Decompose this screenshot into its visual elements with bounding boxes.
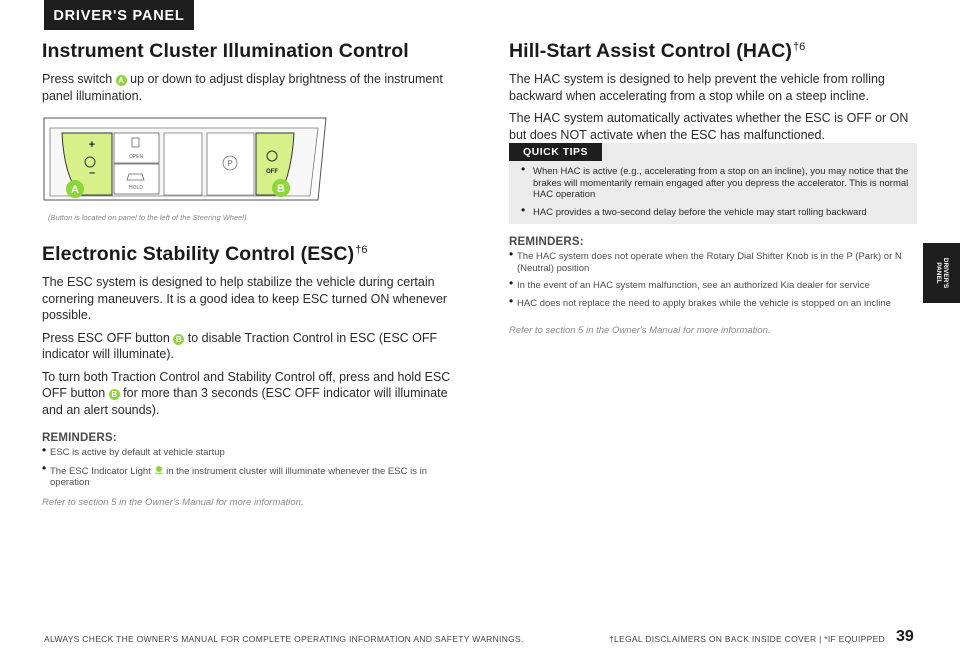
section-tag: DRIVER'S PANEL xyxy=(44,0,194,30)
badge-a: A xyxy=(116,75,127,86)
hac-reminders xyxy=(509,236,917,336)
svg-text:A: A xyxy=(71,184,79,196)
esc-p2: Press ESC OFF button B to disable Traction Control in ESC (ESC OFF indicator will illuminate). xyxy=(42,330,438,361)
footer-disclaimer: †LEGAL DISCLAIMERS ON BACK INSIDE COVER | *IF EQUIPPED xyxy=(609,634,885,644)
reminder-item: • HAC does not replace the need to apply brakes while the vehicle is stopped on an incline xyxy=(509,298,917,310)
esc-title: Electronic Stability Control (ESC)$^{\dagger 6}$ xyxy=(42,243,368,265)
open-label: OPEN xyxy=(128,154,144,160)
right-column xyxy=(509,40,917,336)
reminder-item: • The ESC Indicator Light in the instrument cluster will illuminate whenever the ESC is in operation xyxy=(42,465,462,489)
quick-tips-box xyxy=(509,143,917,224)
reminder-item: • ESC is active by default at vehicle startup xyxy=(42,447,462,459)
page-number: 39 xyxy=(896,628,914,645)
panel-caption: (Button is located on panel to the left of the Steering Wheel) xyxy=(48,213,247,222)
reminders-title: REMINDERS: xyxy=(42,432,117,444)
esc-p3: To turn both Traction Control and Stability Control off, press and hold ESC OFF button B for more than 3 seconds (ESC OFF indicator will illuminate and an alert sounds). xyxy=(42,369,451,417)
badge-b: B xyxy=(173,334,184,345)
hac-p2: The HAC system automatically activates whether the ESC is OFF or ON but does NOT activate when the ESC has malfunctioned. xyxy=(509,111,909,142)
side-tab-label: DRIVER'S PANEL xyxy=(934,257,949,289)
badge-b: B xyxy=(109,389,120,400)
quick-tip-item: • When HAC is active (e.g., accelerating from a stop on an incline), you may notice that the brakes will momentarily remain engaged after you depress the accelerator. This is normal HAC operation xyxy=(521,166,909,201)
hold-label: HOLD xyxy=(129,185,143,191)
off-label: OFF xyxy=(266,169,278,175)
reminder-item: • The HAC system does not operate when the Rotary Dial Shifter Knob is in the P (Park) or N (Neutral) position xyxy=(509,251,917,274)
side-tab[interactable] xyxy=(923,243,960,303)
esc-indicator-icon xyxy=(154,465,164,475)
left-column xyxy=(42,40,462,508)
park-label: P xyxy=(227,159,233,168)
esc-reminders xyxy=(42,432,462,508)
cluster-illumination-title: Instrument Cluster Illumination Control xyxy=(42,40,409,62)
esc-refer: Refer to section 5 in the Owner's Manual for more information. xyxy=(42,496,304,508)
svg-text:B: B xyxy=(277,183,285,195)
cluster-illumination-intro: Press switch A up or down to adjust display brightness of the instrument panel illumination. xyxy=(42,72,443,103)
switch-panel-image xyxy=(42,116,332,203)
quick-tip-item: • HAC provides a two-second delay before the vehicle may start rolling backward xyxy=(521,207,909,219)
hac-p1: The HAC system is designed to help prevent the vehicle from rolling backward when accelerating from a stop while on a steep incline. xyxy=(509,72,885,103)
panel-illustration xyxy=(42,112,462,222)
footer-warning: ALWAYS CHECK THE OWNER'S MANUAL FOR COMPLETE OPERATING INFORMATION AND SAFETY WARNINGS. xyxy=(44,634,524,644)
svg-text:+: + xyxy=(88,139,96,151)
hac-title: Hill-Start Assist Control (HAC)$^{\dagger 6}$ xyxy=(509,40,806,62)
svg-text:–: – xyxy=(88,167,96,179)
esc-p1: The ESC system is designed to help stabilize the vehicle during certain cornering maneuvers. It is a good idea to keep ESC turned ON whenever possible. xyxy=(42,275,448,322)
reminders-title: REMINDERS: xyxy=(509,236,584,248)
quick-tips-label: QUICK TIPS xyxy=(509,143,602,161)
hac-refer: Refer to section 5 in the Owner's Manual for more information. xyxy=(509,325,771,336)
reminder-item: • In the event of an HAC system malfunction, see an authorized Kia dealer for service xyxy=(509,280,917,292)
